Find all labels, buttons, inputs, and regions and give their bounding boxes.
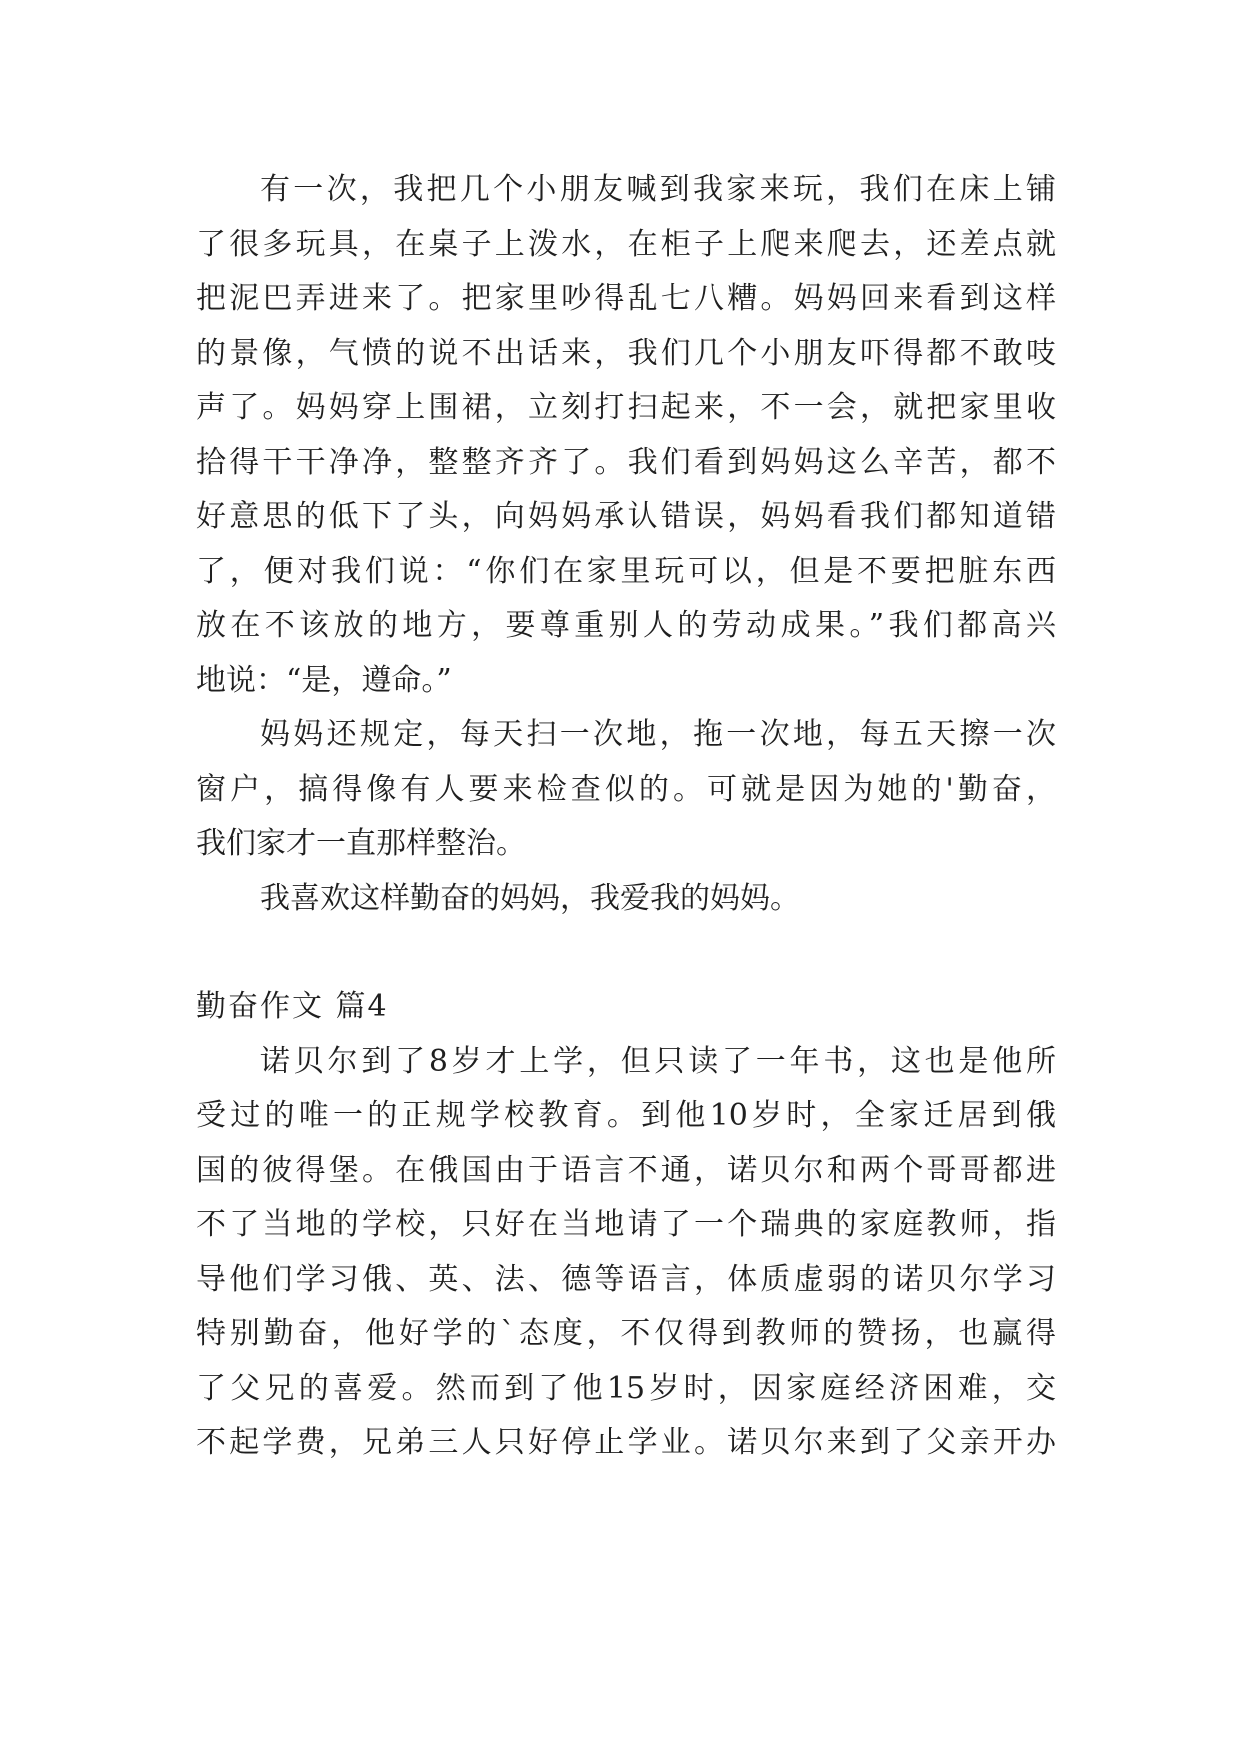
text-line: 受过的唯一的正规学校教育。到他10岁时，全家迁居到俄 [196,1098,1056,1133]
text-line: 妈妈还规定，每天扫一次地，拖一次地，每五天擦一次 [260,717,1056,752]
text-line: 的景像，气愤的说不出话来，我们几个小朋友吓得都不敢吱 [196,335,1056,371]
text-line: 放在不该放的地方，要尊重别人的劳动成果。”我们都高兴 [196,608,1056,643]
paragraph-4 [196,1035,1056,1471]
text-line: 我们家才一直那样整治。 [196,826,526,861]
paragraph-3 [196,872,1056,927]
text-line: 了父兄的喜爱。然而到了他15岁时，因家庭经济困难，交 [196,1370,1056,1406]
text-line: 我喜欢这样勤奋的妈妈，我爱我的妈妈。 [260,880,800,916]
text-line: 地说：“是，遵命。” [196,662,452,698]
text-line: 好意思的低下了头，向妈妈承认错误，妈妈看我们都知道错 [196,499,1056,534]
document-body [196,163,1056,1471]
text-line: 把泥巴弄进来了。把家里吵得乱七八糟。妈妈回来看到这样 [196,281,1056,316]
section-heading: 勤奋作文 篇4 [196,989,389,1024]
text-line: 了，便对我们说：“你们在家里玩可以，但是不要把脏东西 [196,553,1056,589]
text-line: 拾得干干净净，整整齐齐了。我们看到妈妈这么辛苦，都不 [196,444,1056,480]
text-line: 不了当地的学校，只好在当地请了一个瑞典的家庭教师，指 [196,1207,1056,1242]
text-line: 声了。妈妈穿上围裙，立刻打扫起来，不一会，就把家里收 [196,390,1056,425]
text-line: 国的彼得堡。在俄国由于语言不通，诺贝尔和两个哥哥都进 [196,1152,1056,1188]
paragraph-2 [196,708,1056,872]
text-line: 了很多玩具，在桌子上泼水，在柜子上爬来爬去，还差点就 [196,226,1056,262]
paragraph-1 [196,163,1056,708]
text-line: 窗户，搞得像有人要来检查似的。可就是因为她的'勤奋， [196,771,1056,807]
text-line: 诺贝尔到了8岁才上学，但只读了一年书，这也是他所 [260,1043,1056,1079]
text-line: 不起学费，兄弟三人只好停止学业。诺贝尔来到了父亲开办 [196,1425,1056,1460]
text-line: 特别勤奋，他好学的`态度，不仅得到教师的赞扬，也赢得 [196,1316,1056,1351]
text-line: 导他们学习俄、英、法、德等语言，体质虚弱的诺贝尔学习 [196,1261,1056,1297]
text-line: 有一次，我把几个小朋友喊到我家来玩，我们在床上铺 [260,172,1056,207]
